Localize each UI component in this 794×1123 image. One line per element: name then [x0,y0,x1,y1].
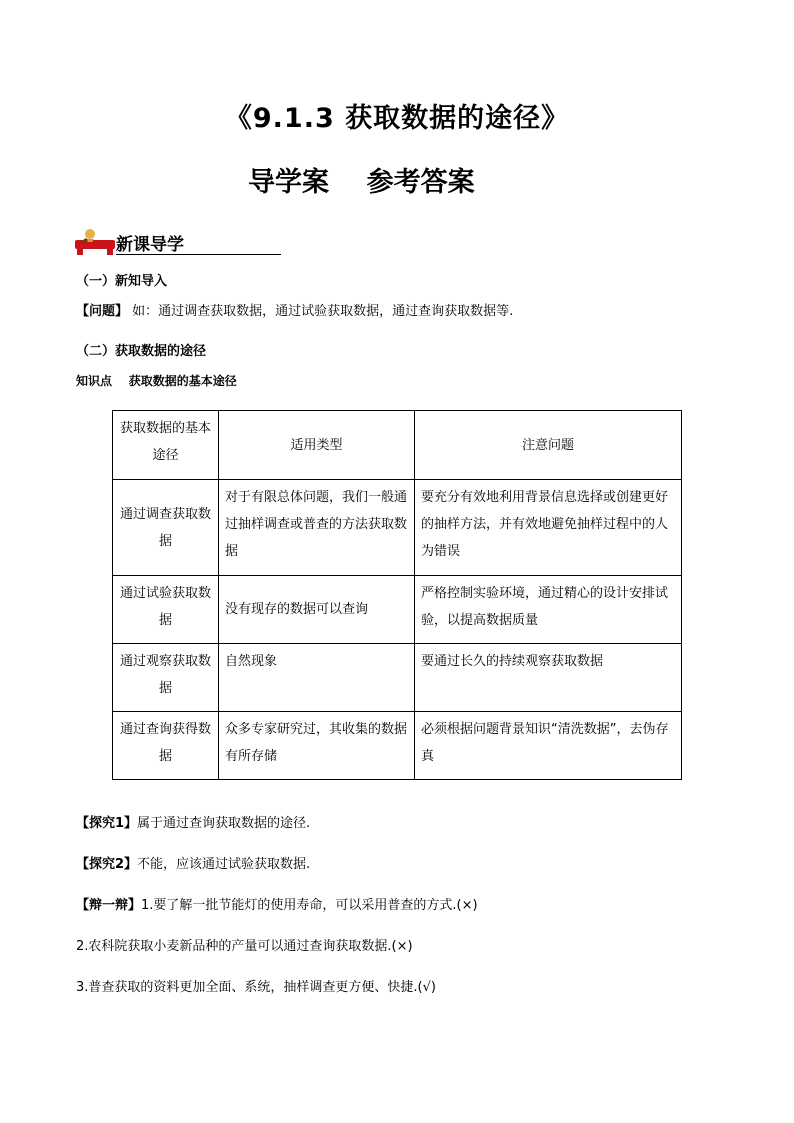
explore2-text: 不能，应该通过试验获取数据. [137,857,311,872]
table-cell: 通过查询获得数据 [113,712,219,780]
knowledge-tag: 知识点 [76,374,113,388]
table-cell: 对于有限总体问题，我们一般通过抽样调查或普查的方法获取数据 [219,480,415,576]
question-line [76,300,513,319]
subtitle-guide: 导学案 [248,167,329,198]
table-row [113,576,682,644]
knowledge-text: 获取数据的基本途径 [128,374,237,388]
section-underline [116,254,281,255]
question-tag: 【问题】 [76,304,129,319]
table-header-cell: 适用类型 [219,411,415,480]
section-banner-icon [74,228,118,258]
section-heading [74,228,214,258]
table-header-cell: 注意问题 [415,411,682,480]
explore1-tag: 【探究1】 [76,816,138,831]
debate-item-1: 1.要了解一批节能灯的使用寿命，可以采用普查的方式.(×) [141,898,478,913]
data-acquisition-table [112,410,682,780]
debate-tag: 【辩一辩】 [76,898,142,913]
debate-line [76,894,478,913]
table-row [113,712,682,780]
table-cell: 必须根据问题背景知识“清洗数据”，去伪存真 [415,712,682,780]
debate-item-3: 3.普查获取的资料更加全面、系统，抽样调查更方便、快捷.(√) [76,980,436,995]
part2-heading: （二）获取数据的途径 [76,344,207,359]
table-row [113,644,682,712]
explore2-line [76,853,310,872]
table-cell: 通过观察获取数据 [113,644,219,712]
table-cell: 通过试验获取数据 [113,576,219,644]
document-subtitle [248,160,475,199]
table-cell: 要充分有效地利用背景信息选择或创建更好的抽样方法，并有效地避免抽样过程中的人为错误 [415,480,682,576]
table-header-row [113,411,682,480]
table-cell: 通过调查获取数据 [113,480,219,576]
explore1-text: 属于通过查询获取数据的途径. [137,816,311,831]
debate-item-2: 2.农科院获取小麦新品种的产量可以通过查询获取数据.(×) [76,939,413,954]
table-row [113,480,682,576]
table-cell: 严格控制实验环境，通过精心的设计安排试验，以提高数据质量 [415,576,682,644]
section-label: 新课导学 [116,235,184,255]
knowledge-line [76,372,237,389]
part1-heading: （一）新知导入 [76,274,168,289]
explore2-tag: 【探究2】 [76,857,138,872]
question-text: 如：通过调查获取数据，通过试验获取数据，通过查询获取数据等. [132,304,514,319]
subtitle-answer: 参考答案 [366,167,475,198]
table-cell: 要通过长久的持续观察获取数据 [415,644,682,712]
table-header-cell: 获取数据的基本途径 [113,411,219,480]
document-title: 《9.1.3 获取数据的途径》 [224,103,570,134]
table-cell: 自然现象 [219,644,415,712]
explore1-line [76,812,310,831]
table-cell: 众多专家研究过，其收集的数据有所存储 [219,712,415,780]
table-cell: 没有现存的数据可以查询 [219,576,415,644]
